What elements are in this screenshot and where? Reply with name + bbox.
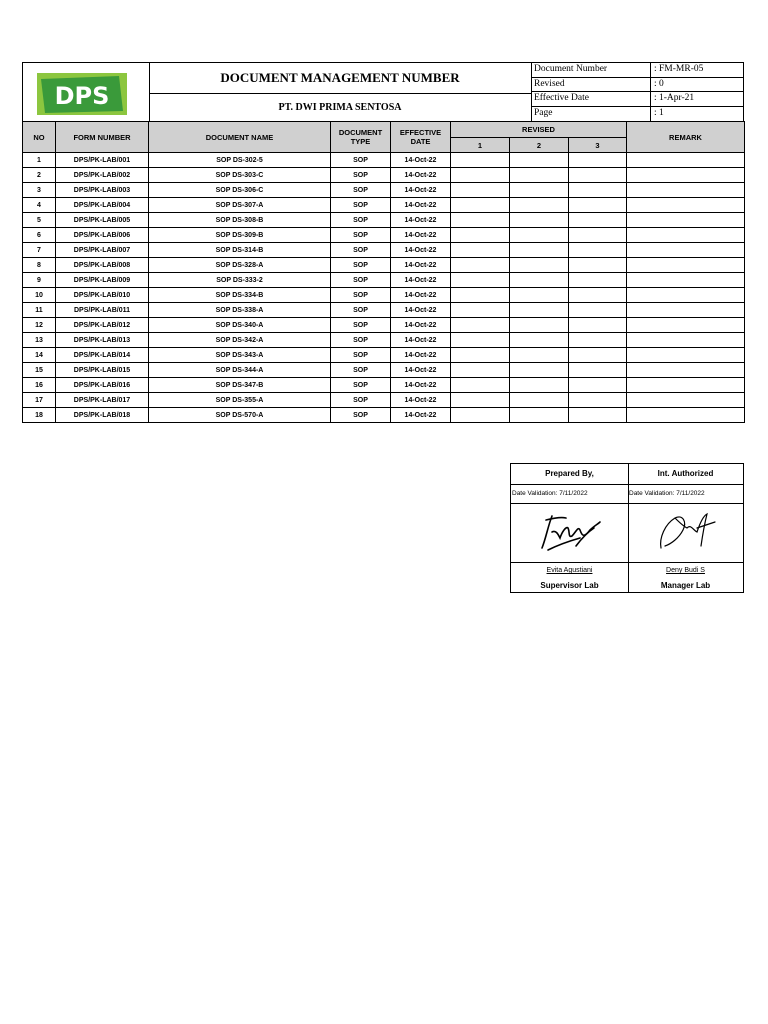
row-no: 3 bbox=[23, 183, 56, 198]
row-revised-1 bbox=[451, 303, 510, 318]
row-remark bbox=[627, 228, 745, 243]
row-document-type: SOP bbox=[331, 288, 391, 303]
row-document-name: SOP DS-570-A bbox=[149, 408, 331, 423]
row-effective-date: 14-Oct-22 bbox=[391, 348, 451, 363]
row-form-number: DPS/PK-LAB/009 bbox=[56, 273, 149, 288]
row-remark bbox=[627, 348, 745, 363]
row-document-type: SOP bbox=[331, 273, 391, 288]
signature-icon bbox=[653, 508, 723, 556]
row-revised-2 bbox=[510, 378, 569, 393]
meta-label: Page bbox=[531, 107, 651, 122]
row-form-number: DPS/PK-LAB/006 bbox=[56, 228, 149, 243]
row-revised-1 bbox=[451, 243, 510, 258]
row-document-type: SOP bbox=[331, 378, 391, 393]
row-remark bbox=[627, 258, 745, 273]
row-document-name: SOP DS-333-2 bbox=[149, 273, 331, 288]
header-effective-date: EFFECTIVE DATE bbox=[391, 122, 451, 153]
row-effective-date: 14-Oct-22 bbox=[391, 363, 451, 378]
row-revised-3 bbox=[569, 273, 627, 288]
document-header bbox=[22, 62, 744, 122]
row-effective-date: 14-Oct-22 bbox=[391, 258, 451, 273]
row-effective-date: 14-Oct-22 bbox=[391, 273, 451, 288]
row-remark bbox=[627, 378, 745, 393]
row-no: 6 bbox=[23, 228, 56, 243]
row-effective-date: 14-Oct-22 bbox=[391, 153, 451, 168]
row-document-name: SOP DS-342-A bbox=[149, 333, 331, 348]
row-document-type: SOP bbox=[331, 333, 391, 348]
row-revised-3 bbox=[569, 333, 627, 348]
row-effective-date: 14-Oct-22 bbox=[391, 378, 451, 393]
table-row bbox=[23, 213, 745, 228]
row-document-name: SOP DS-309-B bbox=[149, 228, 331, 243]
header-document-type: DOCUMENT TYPE bbox=[331, 122, 391, 153]
row-revised-3 bbox=[569, 303, 627, 318]
meta-value: : 0 bbox=[654, 78, 664, 89]
row-document-type: SOP bbox=[331, 243, 391, 258]
row-revised-3 bbox=[569, 393, 627, 408]
row-revised-2 bbox=[510, 303, 569, 318]
row-document-type: SOP bbox=[331, 258, 391, 273]
row-revised-3 bbox=[569, 183, 627, 198]
row-effective-date: 14-Oct-22 bbox=[391, 168, 451, 183]
row-revised-2 bbox=[510, 168, 569, 183]
logo-text: DPS bbox=[54, 82, 110, 110]
row-revised-2 bbox=[510, 288, 569, 303]
row-revised-3 bbox=[569, 228, 627, 243]
table-row bbox=[23, 303, 745, 318]
table-row bbox=[23, 153, 745, 168]
row-document-name: SOP DS-334-B bbox=[149, 288, 331, 303]
company-name: PT. DWI PRIMA SENTOSA bbox=[278, 102, 402, 113]
row-no: 9 bbox=[23, 273, 56, 288]
row-remark bbox=[627, 318, 745, 333]
header-revised: REVISED bbox=[451, 122, 627, 138]
table-row bbox=[23, 363, 745, 378]
row-remark bbox=[627, 183, 745, 198]
header-document-name: DOCUMENT NAME bbox=[149, 122, 331, 153]
meta-label: Effective Date bbox=[531, 92, 651, 106]
row-revised-2 bbox=[510, 348, 569, 363]
row-revised-1 bbox=[451, 318, 510, 333]
header-revised-2: 2 bbox=[510, 138, 569, 153]
header-form-number: FORM NUMBER bbox=[56, 122, 149, 153]
row-remark bbox=[627, 153, 745, 168]
row-document-name: SOP DS-344-A bbox=[149, 363, 331, 378]
row-effective-date: 14-Oct-22 bbox=[391, 213, 451, 228]
row-no: 7 bbox=[23, 243, 56, 258]
row-remark bbox=[627, 363, 745, 378]
authorized-column bbox=[628, 464, 743, 592]
row-remark bbox=[627, 168, 745, 183]
row-revised-1 bbox=[451, 213, 510, 228]
row-document-type: SOP bbox=[331, 303, 391, 318]
meta-row bbox=[531, 107, 743, 122]
row-revised-1 bbox=[451, 393, 510, 408]
meta-row bbox=[531, 63, 743, 78]
row-no: 17 bbox=[23, 393, 56, 408]
meta-label: Revised bbox=[531, 78, 651, 92]
table-row bbox=[23, 243, 745, 258]
row-form-number: DPS/PK-LAB/005 bbox=[56, 213, 149, 228]
document-meta bbox=[531, 63, 743, 121]
table-row bbox=[23, 198, 745, 213]
row-remark bbox=[627, 198, 745, 213]
row-revised-1 bbox=[451, 288, 510, 303]
row-document-name: SOP DS-314-B bbox=[149, 243, 331, 258]
row-no: 10 bbox=[23, 288, 56, 303]
prepared-by-signature bbox=[511, 504, 628, 563]
row-no: 5 bbox=[23, 213, 56, 228]
authorized-name: Deny Budi S bbox=[666, 567, 705, 574]
row-effective-date: 14-Oct-22 bbox=[391, 198, 451, 213]
table-body bbox=[23, 153, 745, 423]
row-document-name: SOP DS-340-A bbox=[149, 318, 331, 333]
table-row bbox=[23, 183, 745, 198]
row-document-name: SOP DS-343-A bbox=[149, 348, 331, 363]
row-document-type: SOP bbox=[331, 363, 391, 378]
row-document-type: SOP bbox=[331, 348, 391, 363]
row-revised-1 bbox=[451, 168, 510, 183]
row-revised-3 bbox=[569, 153, 627, 168]
row-form-number: DPS/PK-LAB/004 bbox=[56, 198, 149, 213]
row-document-name: SOP DS-306-C bbox=[149, 183, 331, 198]
row-document-name: SOP DS-355-A bbox=[149, 393, 331, 408]
table-row bbox=[23, 333, 745, 348]
row-revised-2 bbox=[510, 273, 569, 288]
row-remark bbox=[627, 333, 745, 348]
row-revised-3 bbox=[569, 408, 627, 423]
row-effective-date: 14-Oct-22 bbox=[391, 318, 451, 333]
row-form-number: DPS/PK-LAB/018 bbox=[56, 408, 149, 423]
row-document-type: SOP bbox=[331, 183, 391, 198]
table-row bbox=[23, 348, 745, 363]
table-row bbox=[23, 408, 745, 423]
row-form-number: DPS/PK-LAB/008 bbox=[56, 258, 149, 273]
row-remark bbox=[627, 303, 745, 318]
row-revised-2 bbox=[510, 198, 569, 213]
row-revised-2 bbox=[510, 153, 569, 168]
row-document-type: SOP bbox=[331, 393, 391, 408]
row-revised-1 bbox=[451, 258, 510, 273]
row-form-number: DPS/PK-LAB/014 bbox=[56, 348, 149, 363]
row-no: 11 bbox=[23, 303, 56, 318]
row-revised-3 bbox=[569, 243, 627, 258]
authorized-date: Date Validation: 7/11/2022 bbox=[628, 485, 743, 504]
row-revised-1 bbox=[451, 408, 510, 423]
meta-value: : 1 bbox=[654, 107, 664, 118]
prepared-by-date: Date Validation: 7/11/2022 bbox=[511, 485, 628, 504]
row-remark bbox=[627, 273, 745, 288]
row-form-number: DPS/PK-LAB/012 bbox=[56, 318, 149, 333]
row-document-name: SOP DS-303-C bbox=[149, 168, 331, 183]
row-no: 2 bbox=[23, 168, 56, 183]
row-document-name: SOP DS-338-A bbox=[149, 303, 331, 318]
row-revised-1 bbox=[451, 228, 510, 243]
document-table bbox=[22, 121, 745, 423]
row-revised-3 bbox=[569, 318, 627, 333]
row-no: 18 bbox=[23, 408, 56, 423]
row-no: 12 bbox=[23, 318, 56, 333]
row-revised-2 bbox=[510, 318, 569, 333]
row-document-type: SOP bbox=[331, 408, 391, 423]
row-revised-1 bbox=[451, 183, 510, 198]
row-revised-2 bbox=[510, 408, 569, 423]
row-effective-date: 14-Oct-22 bbox=[391, 408, 451, 423]
row-form-number: DPS/PK-LAB/017 bbox=[56, 393, 149, 408]
row-document-type: SOP bbox=[331, 213, 391, 228]
signature-icon bbox=[536, 508, 606, 556]
table-row bbox=[23, 318, 745, 333]
row-revised-1 bbox=[451, 153, 510, 168]
row-document-name: SOP DS-328-A bbox=[149, 258, 331, 273]
logo-cell bbox=[23, 63, 150, 121]
row-revised-3 bbox=[569, 378, 627, 393]
row-revised-3 bbox=[569, 348, 627, 363]
row-revised-1 bbox=[451, 333, 510, 348]
row-effective-date: 14-Oct-22 bbox=[391, 303, 451, 318]
table-row bbox=[23, 288, 745, 303]
table-row bbox=[23, 168, 745, 183]
row-revised-3 bbox=[569, 198, 627, 213]
row-revised-2 bbox=[510, 363, 569, 378]
row-revised-2 bbox=[510, 243, 569, 258]
row-document-type: SOP bbox=[331, 168, 391, 183]
prepared-by-heading: Prepared By, bbox=[511, 464, 628, 485]
row-revised-1 bbox=[451, 273, 510, 288]
row-revised-3 bbox=[569, 168, 627, 183]
row-revised-3 bbox=[569, 258, 627, 273]
row-effective-date: 14-Oct-22 bbox=[391, 333, 451, 348]
table-row bbox=[23, 228, 745, 243]
row-revised-3 bbox=[569, 363, 627, 378]
row-revised-1 bbox=[451, 348, 510, 363]
row-remark bbox=[627, 408, 745, 423]
row-effective-date: 14-Oct-22 bbox=[391, 228, 451, 243]
row-revised-1 bbox=[451, 378, 510, 393]
row-document-type: SOP bbox=[331, 153, 391, 168]
row-revised-3 bbox=[569, 288, 627, 303]
meta-label: Document Number bbox=[531, 63, 651, 77]
row-no: 14 bbox=[23, 348, 56, 363]
dps-logo bbox=[37, 73, 127, 115]
table-row bbox=[23, 378, 745, 393]
row-document-type: SOP bbox=[331, 318, 391, 333]
row-form-number: DPS/PK-LAB/007 bbox=[56, 243, 149, 258]
table-row bbox=[23, 393, 745, 408]
row-form-number: DPS/PK-LAB/016 bbox=[56, 378, 149, 393]
header-remark: REMARK bbox=[627, 122, 745, 153]
row-document-type: SOP bbox=[331, 228, 391, 243]
title-cell bbox=[149, 63, 532, 121]
row-form-number: DPS/PK-LAB/002 bbox=[56, 168, 149, 183]
row-remark bbox=[627, 393, 745, 408]
meta-row bbox=[531, 78, 743, 93]
row-form-number: DPS/PK-LAB/015 bbox=[56, 363, 149, 378]
row-revised-2 bbox=[510, 228, 569, 243]
row-form-number: DPS/PK-LAB/010 bbox=[56, 288, 149, 303]
row-no: 13 bbox=[23, 333, 56, 348]
row-document-type: SOP bbox=[331, 198, 391, 213]
row-document-name: SOP DS-347-B bbox=[149, 378, 331, 393]
header-no: NO bbox=[23, 122, 56, 153]
row-revised-2 bbox=[510, 213, 569, 228]
row-effective-date: 14-Oct-22 bbox=[391, 183, 451, 198]
meta-value: : 1-Apr-21 bbox=[654, 93, 695, 103]
prepared-by-name: Evita Agustiani bbox=[546, 567, 593, 574]
authorized-role: Manager Lab bbox=[660, 581, 711, 590]
row-revised-1 bbox=[451, 198, 510, 213]
row-revised-2 bbox=[510, 333, 569, 348]
signature-box bbox=[510, 463, 744, 593]
row-no: 8 bbox=[23, 258, 56, 273]
page-title: DOCUMENT MANAGEMENT NUMBER bbox=[149, 63, 531, 94]
row-form-number: DPS/PK-LAB/003 bbox=[56, 183, 149, 198]
authorized-signature bbox=[628, 504, 743, 563]
authorized-heading: Int. Authorized bbox=[628, 464, 743, 485]
table-row bbox=[23, 273, 745, 288]
prepared-by-column bbox=[511, 464, 629, 592]
row-form-number: DPS/PK-LAB/011 bbox=[56, 303, 149, 318]
row-no: 1 bbox=[23, 153, 56, 168]
prepared-by-role: Supervisor Lab bbox=[540, 581, 599, 590]
row-revised-2 bbox=[510, 393, 569, 408]
row-document-name: SOP DS-307-A bbox=[149, 198, 331, 213]
row-document-name: SOP DS-308-B bbox=[149, 213, 331, 228]
row-remark bbox=[627, 213, 745, 228]
header-revised-1: 1 bbox=[451, 138, 510, 153]
table-row bbox=[23, 258, 745, 273]
header-revised-3: 3 bbox=[569, 138, 627, 153]
meta-value: : FM-MR-05 bbox=[654, 64, 704, 74]
row-effective-date: 14-Oct-22 bbox=[391, 393, 451, 408]
row-no: 16 bbox=[23, 378, 56, 393]
row-no: 4 bbox=[23, 198, 56, 213]
row-effective-date: 14-Oct-22 bbox=[391, 288, 451, 303]
row-revised-1 bbox=[451, 363, 510, 378]
row-revised-2 bbox=[510, 183, 569, 198]
row-no: 15 bbox=[23, 363, 56, 378]
row-revised-3 bbox=[569, 213, 627, 228]
row-remark bbox=[627, 288, 745, 303]
row-form-number: DPS/PK-LAB/001 bbox=[56, 153, 149, 168]
row-effective-date: 14-Oct-22 bbox=[391, 243, 451, 258]
row-form-number: DPS/PK-LAB/013 bbox=[56, 333, 149, 348]
row-revised-2 bbox=[510, 258, 569, 273]
row-remark bbox=[627, 243, 745, 258]
meta-row bbox=[531, 92, 743, 107]
row-document-name: SOP DS-302-5 bbox=[149, 153, 331, 168]
